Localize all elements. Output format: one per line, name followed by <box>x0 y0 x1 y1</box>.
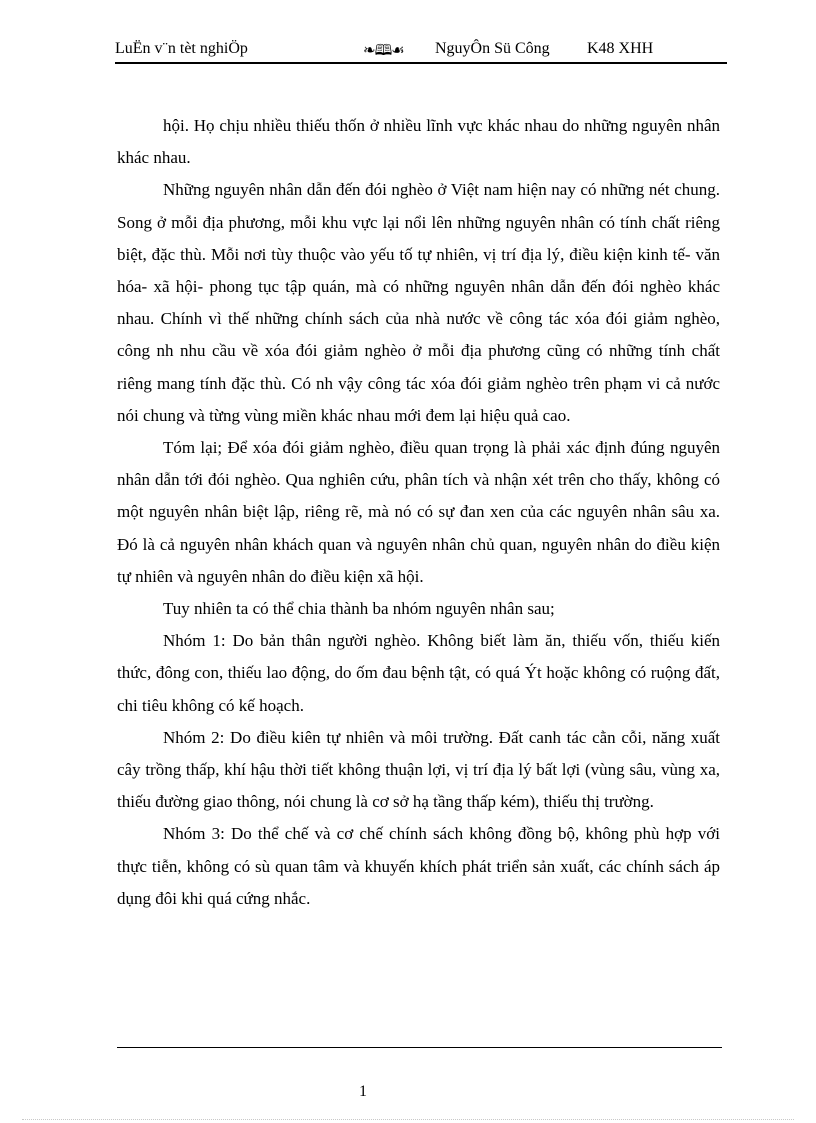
paragraph: Những nguyên nhân dẫn đến đói nghèo ở Việt nam hiện nay có những nét chung. Song ở mỗi địa phương, mỗi khu vực lại nổi lên những nguyên nhân có tính chất riêng biệt, đặc thù. Mỗi nơi tùy thuộc vào yếu tố tự nhiên, vị trí địa lý, điều kiện kinh tế- văn hóa- xã hội- phong tục tập quán, mà có những nguyên nhân dẫn đến đói nghèo khác nhau. Chính vì thế những chính sách của nhà nước về công tác xóa đói giảm nghèo, công nh nhu cầu về xóa đói giảm nghèo ở mỗi địa phương cũng có những tính chất riêng mang tính đặc thù. Có nh vậy công tác xóa đói giảm nghèo trên phạm vi cả nước nói chung và từng vùng miền khác nhau mới đem lại hiệu quả cao. <box>117 180 720 425</box>
paragraph: Nhóm 1: Do bản thân người nghèo. Không biết làm ăn, thiếu vốn, thiếu kiến thức, đông con, thiếu lao động, do ốm đau bệnh tật, có quá Ýt hoặc không có ruộng đất, chi tiêu không có kế hoạch. <box>117 631 720 715</box>
paragraph: Tóm lại; Để xóa đói giảm nghèo, điều quan trọng là phải xác định đúng nguyên nhân dẫn tới đói nghèo. Qua nghiên cứu, phân tích và nhận xét trên cho thấy, không có một nguyên nhân biệt lập, riêng rẽ, mà nó có sự đan xen của các nguyên nhân sâu xa. Đó là cả nguyên nhân khách quan và nguyên nhân chủ quan, nguyên nhân do điều kiện tự nhiên và nguyên nhân do điều kiện xã hội. <box>117 438 720 586</box>
header-author: NguyÔn Sü Công <box>435 40 550 57</box>
page-number: 1 <box>359 1083 367 1100</box>
footer-divider <box>117 1047 722 1048</box>
page-boundary <box>22 1119 794 1120</box>
paragraph: Nhóm 2: Do điều kiên tự nhiên và môi trường. Đất canh tác cằn cỗi, năng xuất cây trồng thấp, khí hậu thời tiết không thuận lợi, vị trí địa lý bất lợi (vùng sâu, vùng xa, thiếu đường giao thông, nói chung là cơ sở hạ tầng thấp kém), thiếu thị trường. <box>117 727 720 812</box>
book-ornament-icon: ❧🕮☙ <box>363 43 404 59</box>
paragraph: Tuy nhiên ta có thể chia thành ba nhóm nguyên nhân sau; <box>163 599 555 619</box>
page-header <box>115 38 727 64</box>
header-thesis-title: LuËn v¨n tèt nghiÖp <box>115 40 248 57</box>
paragraph: hội. Họ chịu nhiều thiếu thốn ở nhiều lĩnh vực khác nhau do những nguyên nhân khác nhau. <box>117 116 720 168</box>
body-text <box>117 110 720 915</box>
header-class: K48 XHH <box>587 40 654 57</box>
paragraph: Nhóm 3: Do thể chế và cơ chế chính sách không đồng bộ, không phù hợp với thực tiễn, không có sù quan tâm và khuyến khích phát triển sản xuất, các chính sách áp dụng đôi khi quá cứng nhắc. <box>117 824 720 908</box>
